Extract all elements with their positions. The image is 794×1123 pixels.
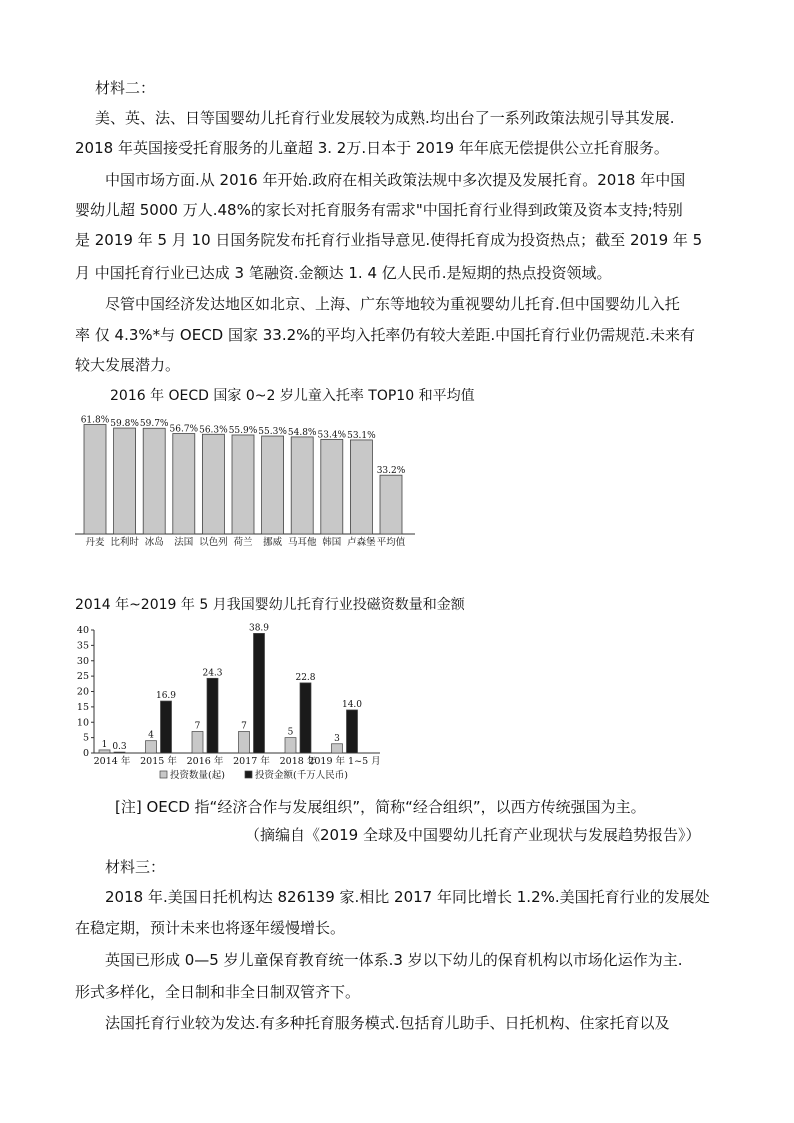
data-label: 61.8%: [80, 415, 110, 426]
category-label: 以色列: [199, 537, 228, 548]
material2-line: 2018 年英国接受托育服务的儿童超 3. 2万.日本于 2019 年年底无偿提供公立托育服务。: [75, 139, 669, 157]
y-tick-label: 40: [76, 625, 89, 636]
data-label: 59.7%: [139, 419, 169, 430]
data-label: 54.8%: [287, 427, 317, 438]
bar-count: [99, 750, 110, 753]
material2-line: 是 2019 年 5 月 10 日国务院发布托育行业指导意见.使得托育成为投资热点；截至 2019 年 5: [75, 231, 703, 249]
material2-line: 率 仅 4.3%*与 OECD 国家 33.2%的平均入托率仍有较大差距.中国托育行业仍需规范.未来有: [75, 326, 695, 344]
bar-法国: [173, 434, 195, 534]
bar-挪威: [262, 436, 284, 534]
category-label: 2018 年: [279, 756, 317, 767]
category-label: 韩国: [322, 537, 342, 548]
oecd-enrollment-chart: [70, 410, 420, 552]
bar-以色列: [202, 434, 224, 534]
category-label: 2019 年 1~5 月: [308, 756, 381, 767]
material3-line: 英国已形成 0—5 岁儿童保育教育统一体系.3 岁以下幼儿的保育机构以市场化运作为主.: [105, 951, 683, 969]
bar-count: [146, 741, 157, 753]
material2-line: 较大发展潜力。: [75, 356, 181, 374]
bar-count: [239, 731, 250, 753]
material2-line: 婴幼儿超 5000 万人.48%的家长对托育服务有需求"中国托育行业得到政策及资本支持;特别: [75, 201, 683, 219]
material3-line: 在稳定期，预计未来也将逐年缓慢增长。: [75, 919, 346, 937]
data-label: 3: [334, 733, 340, 744]
y-tick-label: 35: [76, 640, 89, 652]
material2-line: 美、英、法、日等国婴幼儿托育行业发展较为成熟.均出台了一系列政策法规引导其发展.: [95, 109, 675, 127]
data-label: 0.3: [112, 742, 127, 753]
data-label: 56.3%: [199, 425, 228, 436]
category-label: 2016 年: [186, 756, 224, 767]
data-label: 53.4%: [317, 430, 347, 441]
bar-冰岛: [143, 428, 165, 534]
category-label: 挪威: [263, 537, 283, 548]
material2-line: 尽管中国经济发达地区如北京、上海、广东等地较为重视婴幼儿托育.但中国婴幼儿入托: [105, 295, 680, 313]
bar-amount: [347, 710, 358, 753]
y-tick-label: 20: [76, 686, 89, 698]
y-tick-label: 10: [76, 717, 89, 729]
bar-马耳他: [291, 437, 313, 534]
bar-amount: [114, 752, 125, 753]
bar-荷兰: [232, 435, 254, 534]
legend-label: 投资金额(千万人民币): [255, 770, 348, 781]
category-label: 荷兰: [233, 537, 253, 548]
legend-swatch: [245, 771, 252, 778]
bar-卢森堡: [350, 440, 372, 534]
oecd-note: [注] OECD 指“经济合作与发展组织”，简称“经合组织”，以西方传统强国为主。: [115, 798, 646, 816]
material2-heading: 材料二：: [95, 79, 156, 97]
data-label: 7: [241, 721, 247, 732]
category-label: 丹麦: [85, 537, 105, 548]
data-label: 53.1%: [347, 430, 376, 441]
bar-count: [285, 738, 296, 753]
category-label: 马耳他: [287, 537, 317, 548]
bar-丹麦: [84, 425, 106, 534]
bar-韩国: [321, 439, 343, 534]
y-tick-label: 30: [76, 655, 89, 667]
y-tick-label: 25: [76, 671, 89, 683]
category-label: 卢森堡: [347, 537, 376, 548]
bar-amount: [254, 633, 265, 753]
category-label: 2014 年: [93, 756, 131, 767]
data-label: 55.9%: [228, 425, 258, 436]
data-label: 56.7%: [169, 424, 199, 435]
y-tick-label: 0: [82, 748, 89, 759]
investment-chart: [70, 620, 390, 785]
data-label: 14.0: [341, 699, 363, 710]
bar-count: [332, 744, 343, 753]
data-label: 16.9: [155, 691, 177, 702]
material3-line: 形式多样化，全日制和非全日制双管齐下。: [75, 983, 361, 1001]
material3-line: 2018 年.美国日托机构达 826139 家.相比 2017 年同比增长 1.2%.美国托育行业的发展处: [105, 888, 710, 906]
bar-count: [192, 731, 203, 753]
material2-line: 中国市场方面.从 2016 年开始.政府在相关政策法规中多次提及发展托育。2018 年中国: [105, 171, 686, 189]
category-label: 法国: [174, 537, 194, 548]
chart1-title: 2016 年 OECD 国家 0~2 岁儿童入托率 TOP10 和平均值: [110, 388, 475, 404]
data-label: 33.2%: [376, 466, 406, 477]
material2-line: 月 中国托育行业已达成 3 笔融资.金额达 1. 4 亿人民币.是短期的热点投资领域。: [75, 264, 612, 282]
bar-amount: [161, 701, 172, 753]
data-label: 55.3%: [258, 427, 287, 438]
data-label: 1: [101, 739, 108, 750]
data-label: 5: [287, 727, 294, 738]
category-label: 2017 年: [233, 756, 270, 767]
legend-label: 投资数量(起): [170, 770, 225, 781]
bar-amount: [207, 678, 218, 753]
data-label: 7: [194, 721, 201, 732]
y-tick-label: 5: [82, 732, 89, 744]
bar-比利时: [114, 428, 136, 534]
category-label: 平均值: [376, 537, 406, 548]
legend-swatch: [160, 771, 167, 778]
data-label: 59.8%: [110, 419, 139, 430]
bar-平均值: [380, 475, 402, 534]
category-label: 比利时: [110, 537, 139, 548]
y-tick-label: 15: [76, 701, 89, 713]
source-citation: （摘编自《2019 全球及中国婴幼儿托育产业现状与发展趋势报告》）: [245, 826, 701, 844]
material3-line: 法国托育行业较为发达.有多种托育服务模式.包括育儿助手、日托机构、住家托育以及: [105, 1014, 670, 1032]
data-label: 24.3: [202, 668, 223, 679]
category-label: 2015 年: [140, 756, 177, 767]
category-label: 冰岛: [144, 537, 164, 548]
data-label: 22.8: [295, 672, 316, 683]
data-label: 38.9: [248, 623, 270, 634]
material3-heading: 材料三：: [105, 858, 166, 876]
bar-amount: [300, 683, 311, 753]
data-label: 4: [148, 730, 154, 741]
chart2-title: 2014 年~2019 年 5 月我国婴幼儿托育行业投磁资数量和金额: [75, 597, 465, 613]
